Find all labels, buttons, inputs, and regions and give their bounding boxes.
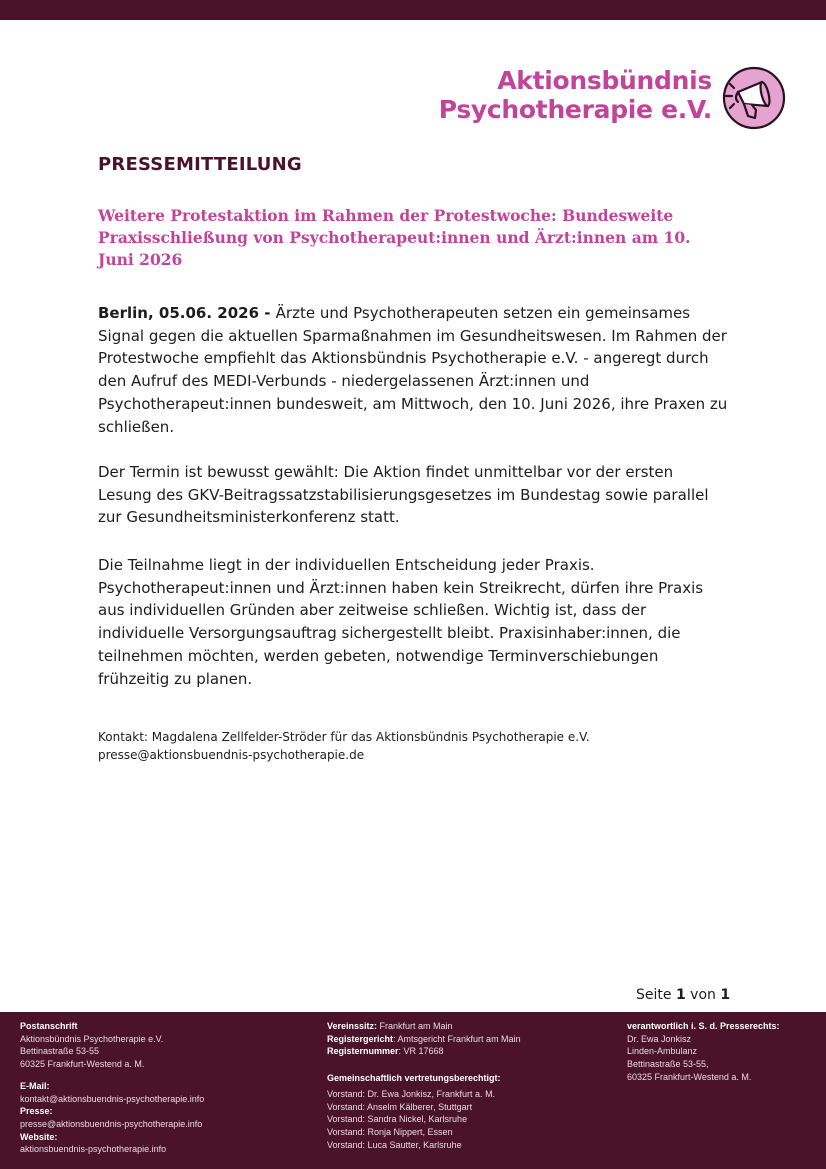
registernummer (327, 1045, 521, 1058)
registergericht (327, 1033, 521, 1046)
registernummer-label: Registernummer (327, 1046, 399, 1057)
footer-column-contact (20, 1020, 204, 1156)
registergericht-value: : Amtsgericht Frankfurt am Main (393, 1033, 521, 1044)
page-number (636, 987, 730, 1003)
page-of: von (690, 987, 716, 1003)
page-total: 1 (720, 987, 731, 1003)
vertretung-label: Gemeinschaftlich vertretungsberechtigt: (327, 1073, 501, 1084)
presserecht-line: Linden-Ambulanz (627, 1046, 698, 1057)
vorstand-member: Vorstand: Luca Sautter, Karlsruhe (327, 1139, 462, 1150)
presserecht-line: Bettinastraße 53-55, (627, 1059, 709, 1070)
page-prefix: Seite (636, 987, 672, 1003)
footer-column-press-law (627, 1020, 780, 1084)
paragraph-1-text: Ärzte und Psychotherapeuten setzen ein gemeinsames Signal gegen die aktuellen Sparmaßnahmen im Gesundheitswesen. Im Rahmen der Protestwoche empfiehlt das Aktionsbündnis Psychotherapie e.V. - angeregt durch den Aufruf des MEDI-Verbunds - niedergelassenen Ärzt:innen und Psychotherapeut:innen bundesweit, am Mittwoch, den 10. Juni 2026, ihre Praxen zu schließen. (98, 304, 728, 436)
registergericht-label: Registergericht (327, 1033, 394, 1044)
registernummer-value: : VR 17668 (398, 1046, 444, 1057)
page-current: 1 (675, 987, 686, 1003)
vereinssitz-value: Frankfurt am Main (377, 1021, 453, 1031)
logo-line-1: Aktionsbündnis (497, 66, 712, 95)
press-release-subtitle: Weitere Protestaktion im Rahmen der Protestwoche: Bundesweite Praxisschließung von Psychotherapeut:innen und Ärzt:innen am 10. Juni 2026 (98, 206, 691, 269)
vereinssitz (327, 1020, 521, 1033)
top-bar (0, 0, 826, 20)
dateline: Berlin, 05.06. 2026 - (98, 304, 276, 322)
vorstand-member: Vorstand: Ronja Nippert, Essen (327, 1126, 453, 1137)
presse-email: presse@aktionsbuendnis-psychotherapie.info (20, 1118, 203, 1129)
vereinssitz-label: Vereinssitz: (327, 1021, 378, 1031)
document-heading: PRESSEMITTEILUNG (98, 154, 302, 175)
vorstand-member: Vorstand: Sandra Nickel, Karlsruhe (327, 1114, 468, 1125)
postanschrift-label: Postanschrift (20, 1021, 78, 1031)
contact-email: presse@aktionsbuendnis-psychotherapie.de (98, 747, 365, 762)
presse-label: Presse: (20, 1106, 53, 1117)
contact-person: Kontakt: Magdalena Zellfelder-Ströder für das Aktionsbündnis Psychotherapie e.V. (98, 730, 590, 744)
vorstand-member: Vorstand: Anselm Kälberer, Stuttgart (327, 1101, 473, 1112)
address-line: 60325 Frankfurt-Westend a. M. (20, 1059, 145, 1070)
email-label: E-Mail: (20, 1080, 50, 1091)
presserecht-line: Dr. Ewa Jonkisz (627, 1033, 692, 1044)
address-line: Bettinastraße 53-55 (20, 1046, 100, 1057)
paragraph-2: Der Termin ist bewusst gewählt: Die Aktion findet unmittelbar vor der ersten Lesung des GKV-Beitragssatzstabilisierungsgesetzes im Bundestag sowie parallel zur Gesundheitsministerkonferenz statt. (98, 463, 709, 527)
address-line: Aktionsbündnis Psychotherapie e.V. (20, 1033, 164, 1044)
footer (0, 1012, 826, 1169)
megaphone-fist-icon (722, 66, 786, 130)
logo-line-2: Psychotherapie e.V. (438, 95, 712, 124)
contact-block (98, 729, 590, 764)
presserecht-label: verantwortlich i. S. d. Presserechts: (627, 1021, 780, 1031)
email-address: kontakt@aktionsbuendnis-psychotherapie.info (20, 1093, 205, 1104)
website-url: aktionsbuendnis-psychotherapie.info (20, 1144, 167, 1155)
presserecht-line: 60325 Frankfurt-Westend a. M. (627, 1071, 752, 1082)
vorstand-member: Vorstand: Dr. Ewa Jonkisz, Frankfurt a. M. (327, 1088, 496, 1099)
paragraph-1 (98, 302, 728, 438)
paragraph-3: Die Teilnahme liegt in der individuellen Entscheidung jeder Praxis. Psychotherapeut:innen und Ärzt:innen haben kein Streikrecht, dürfen ihre Praxis aus individuellen Gründen aber zeitweise schließen. Wichtig ist, dass der individuelle Versorgungsauftrag sichergestellt bleibt. Praxisinhaber:innen, die teilnehmen möchten, werden gebeten, notwendige Terminverschiebungen frühzeitig zu planen. (98, 556, 704, 688)
footer-column-registry (327, 1020, 521, 1151)
website-label: Website: (20, 1131, 58, 1142)
logo-wordmark (432, 66, 712, 124)
